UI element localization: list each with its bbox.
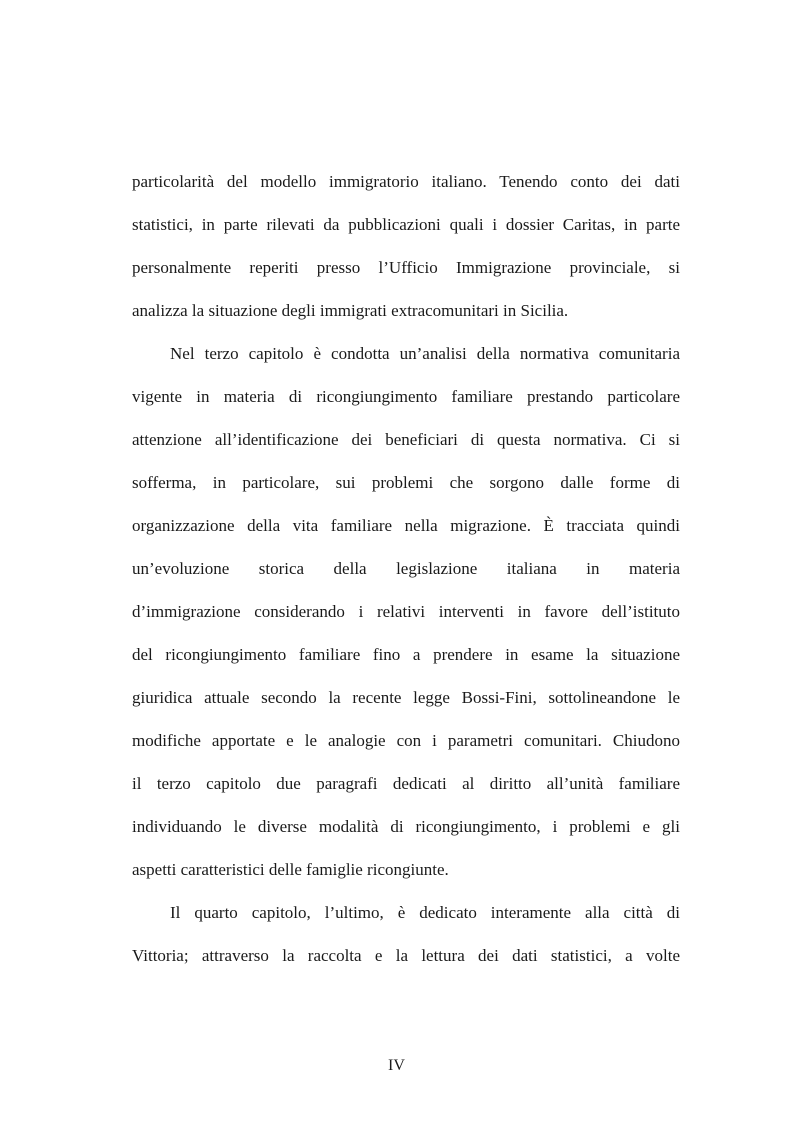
text-line: personalmente reperiti presso l’Ufficio Immigrazione provinciale, si [132, 258, 680, 277]
paragraph-start-line: Il quarto capitolo, l’ultimo, è dedicato interamente alla città di [170, 903, 680, 922]
text-line: individuando le diverse modalità di ricongiungimento, i problemi e gli [132, 817, 680, 836]
text-line: modifiche apportate e le analogie con i parametri comunitari. Chiudono [132, 731, 680, 750]
text-line: attenzione all’identificazione dei beneficiari di questa normativa. Ci si [132, 430, 680, 449]
text-line: statistici, in parte rilevati da pubblicazioni quali i dossier Caritas, in parte [132, 215, 680, 234]
text-line: Vittoria; attraverso la raccolta e la lettura dei dati statistici, a volte [132, 946, 680, 965]
text-line: il terzo capitolo due paragrafi dedicati al diritto all’unità familiare [132, 774, 680, 793]
text-line: aspetti caratteristici delle famiglie ricongiunte. [132, 860, 449, 879]
paragraph-start-line: Nel terzo capitolo è condotta un’analisi della normativa comunitaria [170, 344, 680, 363]
body-text [132, 160, 680, 977]
text-line: un’evoluzione storica della legislazione italiana in materia [132, 559, 680, 578]
text-line: giuridica attuale secondo la recente legge Bossi-Fini, sottolineandone le [132, 688, 680, 707]
text-line: sofferma, in particolare, sui problemi che sorgono dalle forme di [132, 473, 680, 492]
text-line: vigente in materia di ricongiungimento familiare prestando particolare [132, 387, 680, 406]
text-line: organizzazione della vita familiare nella migrazione. È tracciata quindi [132, 516, 680, 535]
text-line: analizza la situazione degli immigrati extracomunitari in Sicilia. [132, 301, 569, 320]
text-line: d’immigrazione considerando i relativi interventi in favore dell’istituto [132, 602, 680, 621]
text-line: del ricongiungimento familiare fino a prendere in esame la situazione [132, 645, 680, 664]
page-number: IV [388, 1057, 405, 1074]
text-line: particolarità del modello immigratorio italiano. Tenendo conto dei dati [132, 172, 680, 191]
